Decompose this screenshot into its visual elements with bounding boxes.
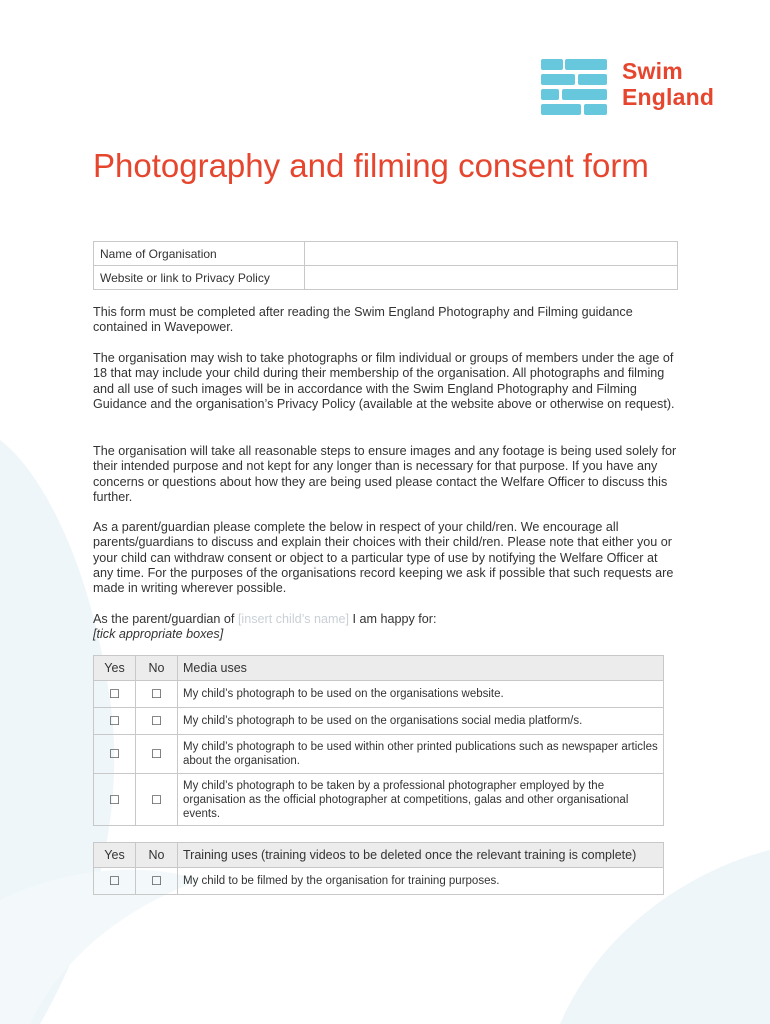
no-checkbox[interactable]: ☐ bbox=[151, 714, 162, 728]
no-checkbox[interactable]: ☐ bbox=[151, 874, 162, 888]
consent-prefix: As the parent/guardian of bbox=[93, 612, 238, 626]
parent-guidance-paragraph: As a parent/guardian please complete the below in respect of your child/ren. We encourage all parents/guardians to discuss and explain their choices with their child/ren. Please note that either you or your child can withdraw consent or object to a particular type of use by notifying the Welfare Officer at any time. For the purposes of the organisations record keeping we ask if possible that such requests are made in writing wherever possible. bbox=[93, 520, 674, 596]
media-use-social-media: My child’s photograph to be used on the organisations social media platform/s. bbox=[183, 715, 583, 727]
yes-checkbox[interactable]: ☐ bbox=[109, 792, 120, 807]
training-use-filming: My child to be filmed by the organisation for training purposes. bbox=[183, 875, 500, 887]
table-row bbox=[94, 868, 664, 895]
table-row bbox=[94, 774, 664, 826]
media-use-professional-photographer: My child’s photograph to be taken by a professional photographer employed by the organisation as the official photographer at competitions, galas and other organisational events. bbox=[183, 779, 629, 820]
table-row bbox=[94, 242, 678, 266]
column-header-media-uses: Media uses bbox=[178, 656, 664, 681]
consent-statement bbox=[93, 612, 678, 643]
field-label: Name of Organisation bbox=[94, 242, 305, 266]
logo-word-england: England bbox=[622, 84, 715, 110]
reasonable-steps-paragraph: The organisation will take all reasonable steps to ensure images and any footage is being used solely for their intended purpose and not kept for any longer than is necessary for that purpose. If you have any concerns or questions about how they are being used please contact the Welfare Officer to discuss this further. bbox=[93, 444, 677, 504]
column-header-no: No bbox=[136, 843, 178, 868]
organisation-details-table bbox=[93, 241, 678, 290]
organisation-use-paragraph: The organisation may wish to take photographs or film individual or groups of members under the age of 18 that may include your child during their membership of the organisation. All photographs and filming and all use of such images will be in accordance with the Swim England Photography and Filming Guidance and the organisation’s Privacy Policy (available at the website above or otherwise on request). bbox=[93, 351, 675, 411]
table-row bbox=[94, 708, 664, 735]
organisation-name-field[interactable] bbox=[305, 242, 678, 266]
yes-checkbox[interactable]: ☐ bbox=[109, 874, 120, 888]
no-checkbox[interactable]: ☐ bbox=[151, 792, 162, 807]
yes-checkbox[interactable]: ☐ bbox=[109, 747, 120, 761]
table-header-row bbox=[94, 843, 664, 868]
child-name-input[interactable]: [insert child’s name] bbox=[237, 612, 349, 626]
table-row bbox=[94, 266, 678, 290]
media-uses-table bbox=[93, 655, 664, 826]
column-header-yes: Yes bbox=[94, 656, 136, 681]
media-use-website: My child’s photograph to be used on the organisations website. bbox=[183, 688, 504, 700]
wave-logo-icon bbox=[538, 56, 612, 120]
intro-paragraph: This form must be completed after reading the Swim England Photography and Filming guidance contained in Wavepower. bbox=[93, 305, 633, 335]
no-checkbox[interactable]: ☐ bbox=[151, 747, 162, 761]
no-checkbox[interactable]: ☐ bbox=[151, 687, 162, 701]
consent-suffix: I am happy for: bbox=[349, 612, 437, 626]
table-row bbox=[94, 681, 664, 708]
training-uses-table bbox=[93, 842, 664, 895]
field-label: Website or link to Privacy Policy bbox=[94, 266, 305, 290]
column-header-training-uses: Training uses (training videos to be deleted once the relevant training is complete) bbox=[178, 843, 664, 868]
table-header-row bbox=[94, 656, 664, 681]
logo-wordmark bbox=[622, 58, 714, 110]
logo-word-swim: Swim bbox=[622, 58, 683, 84]
swim-england-logo bbox=[538, 56, 748, 120]
table-row bbox=[94, 735, 664, 774]
media-use-printed-publications: My child’s photograph to be used within other printed publications such as newspaper articles about the organisation. bbox=[183, 741, 658, 767]
yes-checkbox[interactable]: ☐ bbox=[109, 687, 120, 701]
tick-instruction: [tick appropriate boxes] bbox=[93, 627, 224, 642]
privacy-policy-link-field[interactable] bbox=[305, 266, 678, 290]
column-header-no: No bbox=[136, 656, 178, 681]
page-title: Photography and filming consent form bbox=[93, 147, 649, 184]
column-header-yes: Yes bbox=[94, 843, 136, 868]
yes-checkbox[interactable]: ☐ bbox=[109, 714, 120, 728]
